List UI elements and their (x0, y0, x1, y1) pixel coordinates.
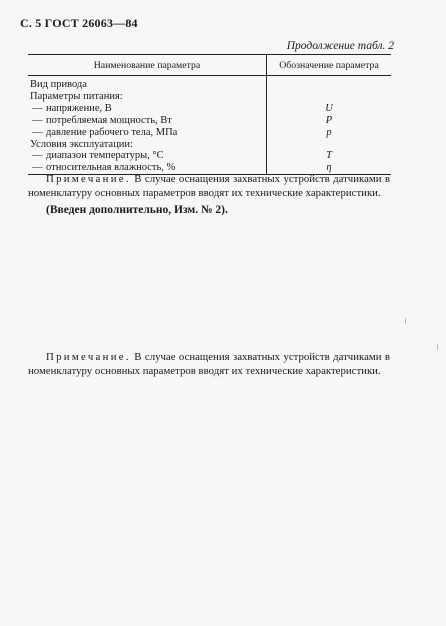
scan-mark (405, 318, 406, 324)
parameter-label: напряжение, В (46, 102, 112, 114)
list-dash: — (32, 162, 43, 174)
parameter-symbol (267, 91, 392, 103)
column-header-name: Наименование параметра (28, 55, 267, 76)
parameter-name (28, 150, 267, 162)
parameter-name (28, 115, 267, 127)
footnote-paragraph (28, 350, 390, 378)
list-dash: — (32, 150, 43, 162)
parameter-name (28, 91, 267, 103)
list-dash: — (32, 102, 43, 114)
column-header-symbol: Обозначение параметра (267, 55, 392, 76)
amendment-note: (Введен дополнительно, Изм. № 2). (46, 204, 228, 216)
table-row (28, 127, 391, 139)
table-header-row (28, 55, 391, 76)
note-lead: Примечание. (46, 173, 131, 185)
table-caption: Продолжение табл. 2 (286, 40, 394, 52)
table-row (28, 76, 391, 91)
parameter-label: Условия эксплуатации: (30, 138, 133, 150)
list-dash: — (32, 114, 43, 126)
parameter-label: диапазон температуры, °С (46, 150, 164, 162)
page-header: С. 5 ГОСТ 26063—84 (20, 16, 138, 30)
table-row (28, 91, 391, 103)
note-text: В случае оснащения захватных устройств датчиками в номенклатуру основных параметров вводят их технические характеристики. (28, 173, 390, 199)
parameter-label: потребляемая мощность, Вт (46, 114, 172, 126)
parameter-label: относительная влажность, % (46, 162, 176, 174)
parameter-symbol: η (267, 162, 392, 174)
parameter-label: давление рабочего тела, МПа (46, 126, 178, 138)
parameter-name (28, 76, 267, 91)
scan-mark (437, 344, 438, 350)
parameter-symbol: U (325, 102, 333, 114)
list-dash: — (32, 126, 43, 138)
parameter-label: Параметры питания: (30, 90, 123, 102)
parameter-symbol (267, 139, 392, 151)
footnote-lead: Примечание. (46, 351, 131, 363)
parameter-name (28, 103, 267, 115)
footnote-text: В случае оснащения захватных устройств датчиками в номенклатуру основных параметров вводят их технические характеристики. (28, 351, 390, 377)
parameter-name (28, 139, 267, 151)
parameter-symbol: P (325, 114, 333, 126)
table-row (28, 103, 391, 115)
parameter-label: Вид привода (30, 79, 87, 90)
parameter-symbol: T (326, 150, 332, 162)
table-row (28, 115, 391, 127)
note-paragraph (28, 172, 390, 200)
table-row (28, 150, 391, 162)
table-row (28, 139, 391, 151)
parameter-symbol (267, 76, 392, 91)
parameter-symbol: p (326, 126, 332, 138)
parameters-table (28, 54, 391, 175)
parameter-name (28, 127, 267, 139)
